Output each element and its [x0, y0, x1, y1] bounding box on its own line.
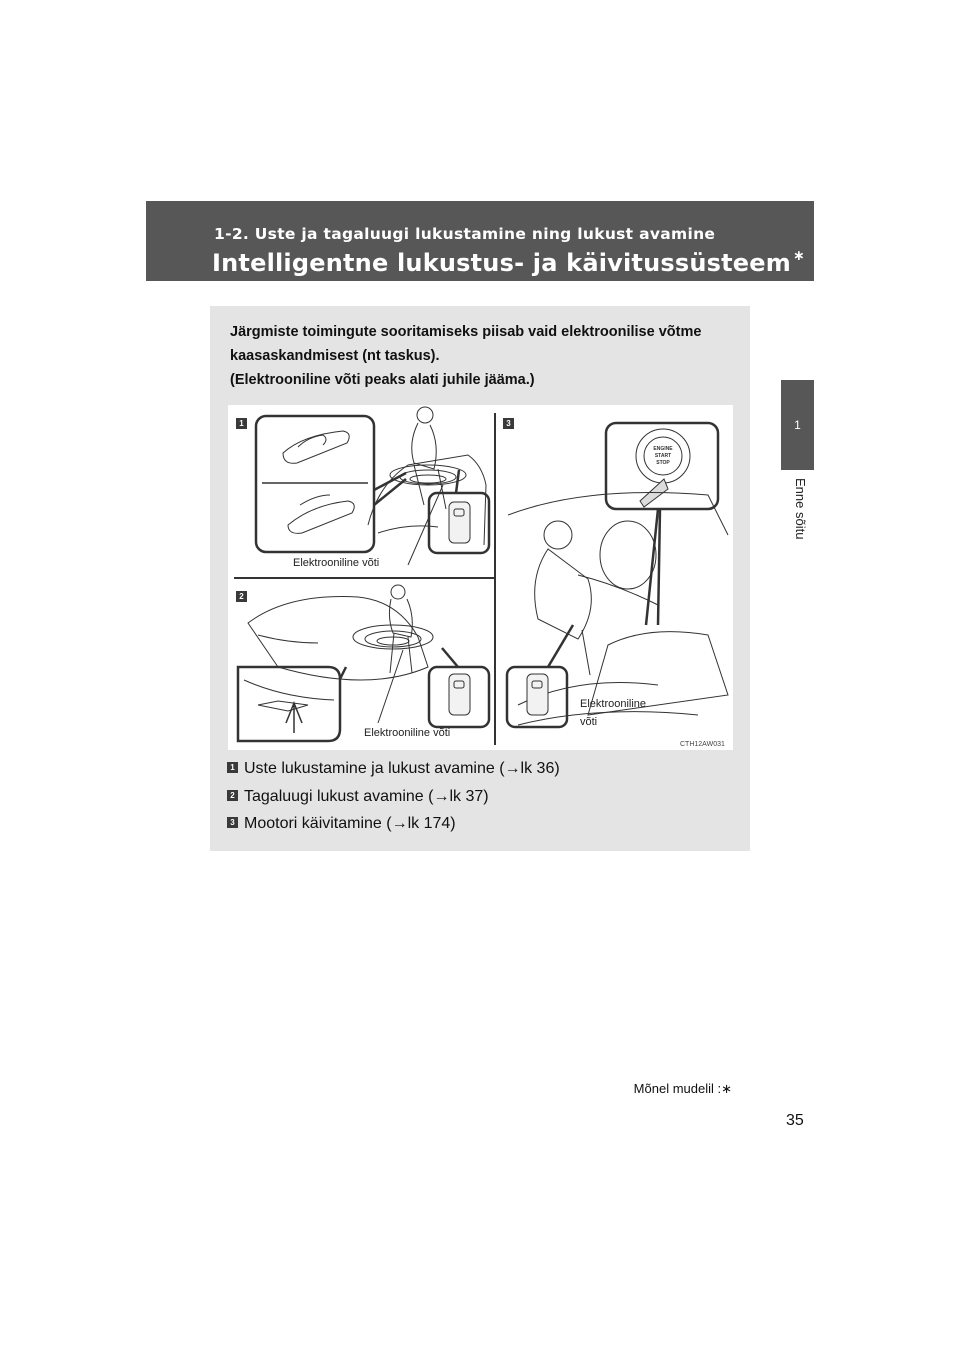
section-title: 1-2. Uste ja tagaluugi lukustamine ning lukust avamine [214, 225, 716, 243]
figure-code: CTH12AW031 [680, 741, 725, 748]
item-marker-1: 1 [227, 762, 238, 773]
figure-marker-2: 2 [236, 591, 247, 602]
item-text-2[interactable]: Tagaluugi lukust avamine (→lk 37) [244, 788, 489, 805]
intro-line-1: Järgmiste toimingute sooritamiseks piisab vaid elektroonilise võtme [230, 324, 702, 340]
chapter-label: Enne sõitu [793, 478, 808, 540]
asterisk-mark: ∗ [792, 248, 805, 264]
figure-marker-1: 1 [236, 418, 247, 429]
page-title [212, 249, 805, 277]
intro-text [230, 320, 735, 392]
intro-line-3: (Elektrooniline võti peaks alati juhile jääma.) [230, 372, 535, 388]
engine-button-line-3: STOP [656, 460, 670, 466]
figure-label-3a: Elektrooniline [580, 698, 647, 710]
intro-line-2: kaasaskandmisest (nt taskus). [230, 348, 440, 364]
figure-label-3b: võti [580, 716, 598, 728]
page-number: 35 [786, 1112, 804, 1129]
item-text-1[interactable]: Uste lukustamine ja lukust avamine (→lk 36) [244, 760, 560, 777]
item-marker-3: 3 [227, 817, 238, 828]
item-text-3[interactable]: Mootori käivitamine (→lk 174) [244, 815, 456, 832]
illustration-drawing [228, 405, 733, 750]
list-item [227, 815, 456, 833]
page-header [146, 201, 814, 281]
figure-label-1: Elektrooniline võti [293, 557, 380, 569]
chapter-tab[interactable]: 1 [781, 380, 814, 470]
list-item [227, 788, 489, 806]
engine-button-line-2: START [654, 453, 672, 459]
illustration [228, 405, 733, 750]
item-marker-2: 2 [227, 790, 238, 801]
list-item [227, 760, 560, 778]
title-text: Intelligentne lukustus- ja käivitussüsteem [212, 249, 791, 277]
engine-button-line-1: ENGINE [653, 446, 673, 452]
figure-label-2: Elektrooniline võti [364, 727, 451, 739]
figure-marker-3: 3 [503, 418, 514, 429]
intro-panel [210, 306, 750, 851]
